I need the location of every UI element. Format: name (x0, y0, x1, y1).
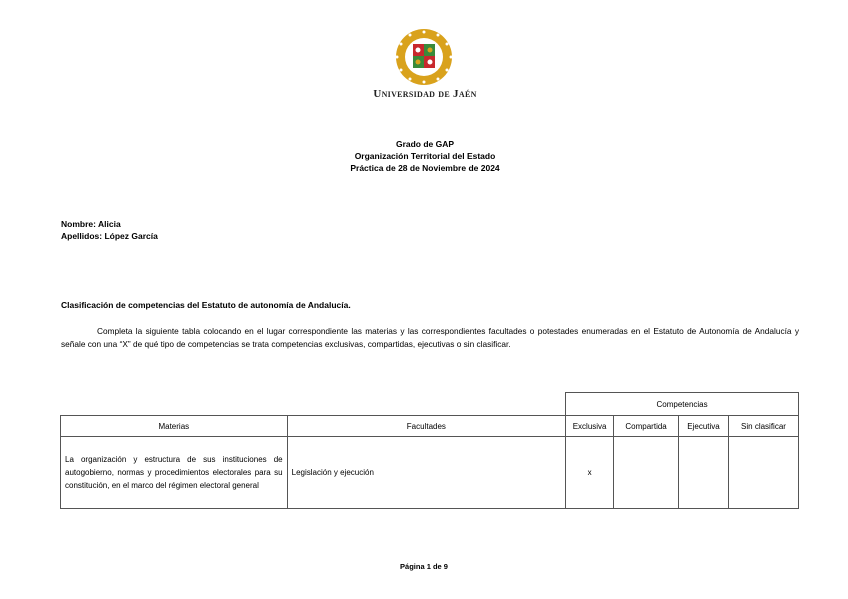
col-header-materias: Materias (61, 416, 288, 437)
table-row (61, 437, 799, 509)
col-header-sin-clasificar: Sin clasificar (729, 416, 799, 437)
cell-ejecutiva (679, 437, 729, 509)
course-degree: Grado de GAP (395, 139, 455, 149)
competencias-header: Competencias (566, 393, 799, 416)
col-header-compartida: Compartida (614, 416, 679, 437)
cell-exclusiva: x (566, 437, 614, 509)
cell-facultad: Legislación y ejecución (287, 437, 565, 509)
instructions-paragraph (61, 325, 799, 351)
student-surname: Apellidos: López García (61, 231, 158, 241)
col-header-exclusiva: Exclusiva (566, 416, 614, 437)
cell-sin-clasificar (729, 437, 799, 509)
student-name: Nombre: Alicia (61, 219, 121, 229)
col-header-ejecutiva: Ejecutiva (679, 416, 729, 437)
page-number: Página 1 de 9 (400, 562, 448, 571)
cell-materia: La organización y estructura de sus instituciones de autogobierno, normas y procedimientos electorales para su constitución, en el marco del régimen electoral general (61, 437, 288, 509)
section-title: Clasificación de competencias del Estatuto de autonomía de Andalucía. (61, 300, 351, 310)
competences-table (60, 392, 799, 509)
course-subject: Organización Territorial del Estado (354, 151, 496, 161)
seal-emblem (368, 24, 480, 90)
table-group-header-row (61, 393, 799, 416)
university-name: Universidad de Jaén (373, 88, 477, 100)
course-practice-date: Práctica de 28 de Noviembre de 2024 (350, 163, 500, 173)
instructions-text: Completa la siguiente tabla colocando en el lugar correspondiente las materias y las correspondientes facultades o potestades enumeradas en el Estatuto de Autonomía de Andalucía y señale con una “X” de qué tipo de competencias se trata competencias exclusivas, compartidas, ejecutivas o sin clasificar. (61, 326, 799, 349)
col-header-facultades: Facultades (287, 416, 565, 437)
cell-compartida (614, 437, 679, 509)
table-header-row (61, 416, 799, 437)
